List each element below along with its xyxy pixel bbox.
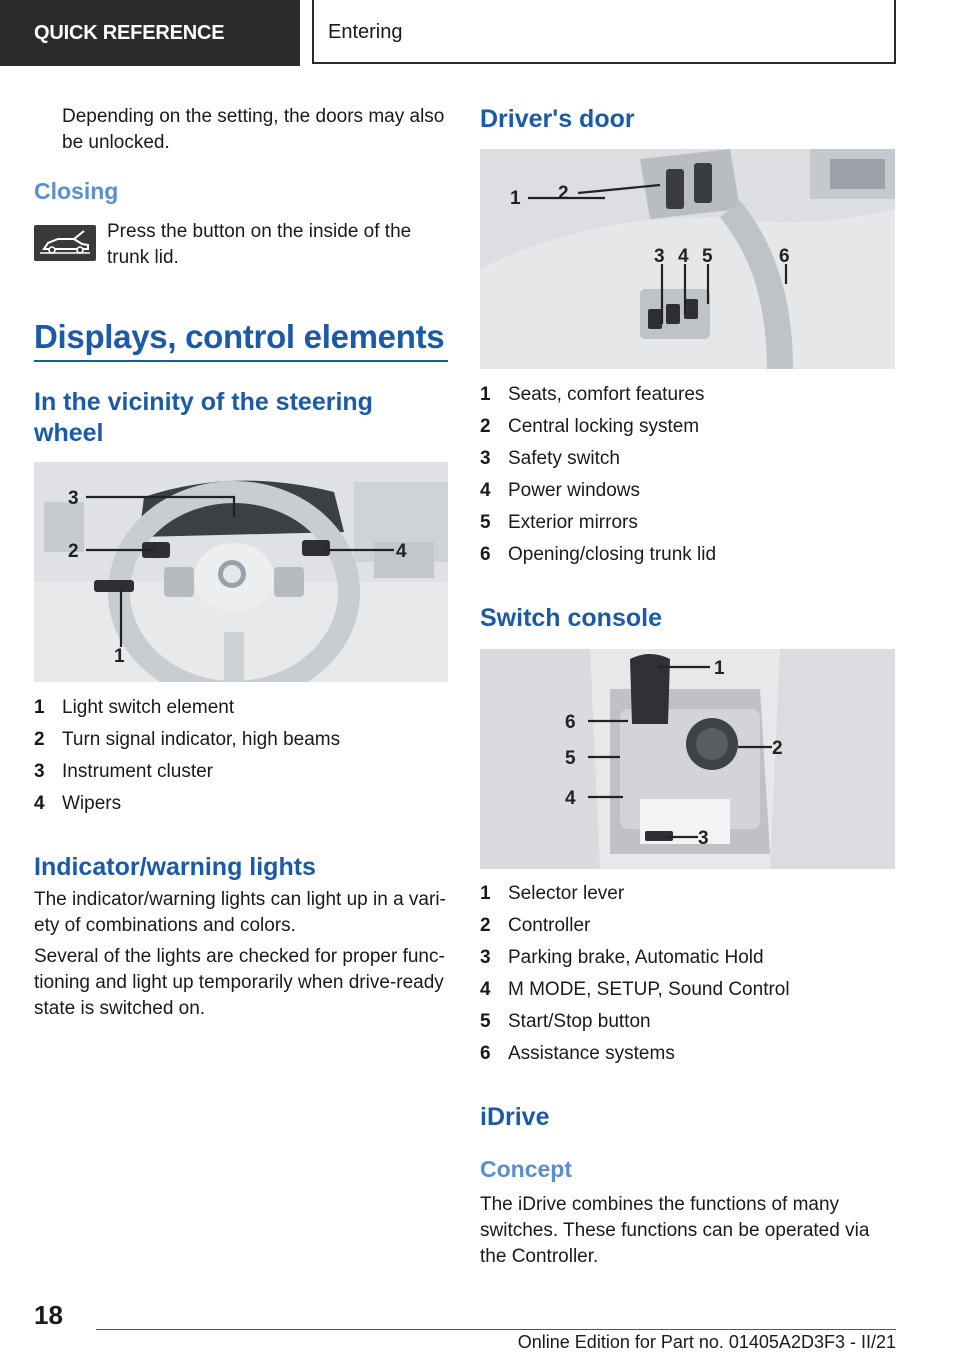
steering-callout: 2	[68, 541, 79, 562]
console-callout: 2	[772, 738, 783, 759]
console-callout: 6	[565, 712, 576, 733]
concept-heading: Concept	[480, 1156, 572, 1182]
intro-text: Depending on the setting, the doors may also be unlocked.	[62, 106, 445, 153]
door-heading: Driver's door	[480, 105, 635, 133]
switch-console-photo	[480, 649, 895, 869]
steering-callout: 1	[114, 646, 125, 667]
section-tab: QUICK REFERENCE	[0, 0, 300, 66]
drivers-door-photo	[480, 149, 895, 369]
indicator-heading: Indicator/warning lights	[34, 853, 316, 881]
indicator-paragraph-1: The indicator/warning lights can light up in a vari-ety of combinations and colors.	[34, 889, 446, 936]
console-callout: 1	[714, 658, 725, 679]
idrive-heading: iDrive	[480, 1103, 550, 1131]
main-heading: Displays, control elements	[34, 318, 445, 355]
closing-text: Press the button on the inside of the trunk lid.	[107, 221, 412, 268]
door-callout: 4	[678, 246, 689, 267]
steering-callout: 3	[68, 488, 79, 509]
indicator-paragraph-2: Several of the lights are checked for proper func-tioning and light up temporarily when drive-ready state is switched on.	[34, 946, 445, 1019]
console-callout: 3	[698, 828, 709, 849]
console-heading: Switch console	[480, 604, 662, 632]
switch-console-illustration	[480, 649, 895, 869]
steering-heading: In the vicinity of the steering wheel	[34, 388, 373, 447]
steering-callout: 4	[396, 541, 407, 562]
door-callout: 1	[510, 188, 521, 209]
console-callout: 5	[565, 748, 576, 769]
door-callout: 5	[702, 246, 713, 267]
footer-edition: Online Edition for Part no. 01405A2D3F3 - II/21	[517, 1332, 896, 1352]
concept-text: The iDrive combines the functions of many switches. These functions can be operated via the Controller.	[480, 1194, 870, 1267]
footer-rule	[96, 1329, 896, 1330]
door-callout: 6	[779, 246, 790, 267]
console-callout: 4	[565, 788, 576, 809]
heading-rule	[34, 360, 448, 362]
trunk-lid-icon	[34, 225, 96, 261]
closing-heading: Closing	[34, 178, 119, 204]
chapter-title: Entering	[312, 0, 896, 64]
page-number: 18	[34, 1300, 63, 1330]
steering-wheel-illustration	[34, 462, 448, 682]
door-callout: 3	[654, 246, 665, 267]
door-callout: 2	[558, 183, 569, 204]
steering-wheel-photo	[34, 462, 448, 682]
drivers-door-illustration	[480, 149, 895, 369]
